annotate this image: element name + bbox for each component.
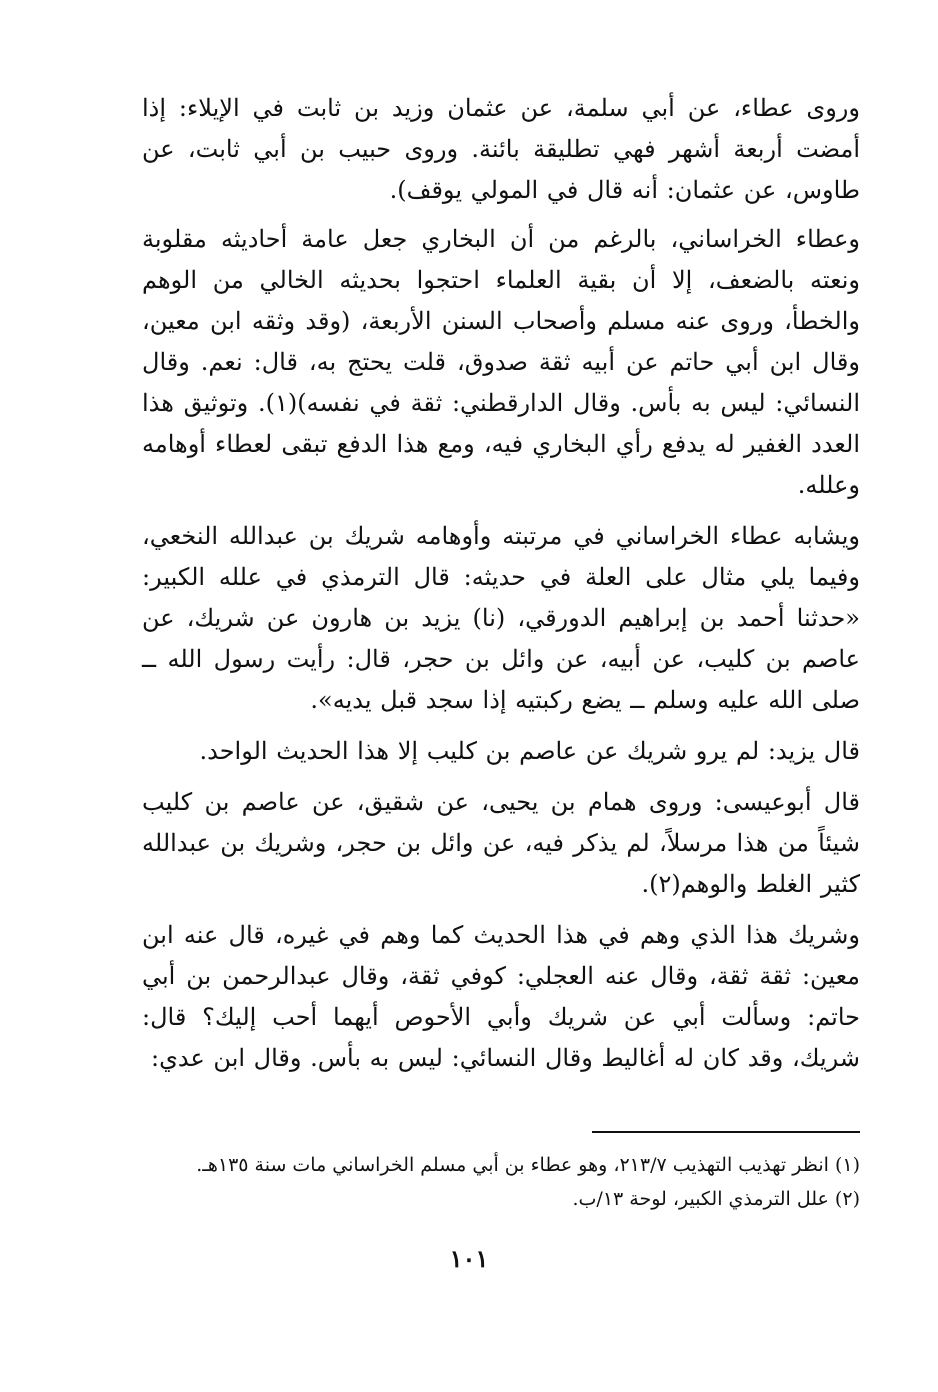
paragraph-1: وروى عطاء، عن أبي سلمة، عن عثمان وزيد بن ثابت في الإيلاء: إذا أمضت أربعة أشهر فهي تطليقة بائنة. وروى حبيب بن أبي ثابت، عن طاوس، عن عثمان: أنه قال في المولي يوقف).	[142, 94, 860, 204]
footnote-divider	[592, 1131, 860, 1133]
paragraph-2: وعطاء الخراساني، بالرغم من أن البخاري جعل عامة أحاديثه مقلوبة ونعته بالضعف، إلا أن بقية العلماء احتجوا بحديثه الخالي من الوهم والخطأ، وروى عنه مسلم وأصحاب السنن الأربعة، (وقد وثقه ابن معين، وقال ابن أبي حاتم عن أبيه ثقة صدوق، قلت يحتج به، قال: نعم. وقال النسائي: ليس به بأس. وقال الدارقطني: ثقة في نفسه)(١). وتوثيق هذا العدد الغفير له يدفع رأي البخاري فيه، ومع هذا الدفع تبقى لعطاء أوهامه وعلله.	[142, 225, 860, 499]
paragraph-4: قال يزيد: لم يرو شريك عن عاصم بن كليب إلا هذا الحديث الواحد.	[199, 737, 860, 765]
paragraph-6: وشريك هذا الذي وهم في هذا الحديث كما وهم في غيره، قال عنه ابن معين: ثقة ثقة، وقال عنه العجلي: كوفي ثقة، وقال عبدالرحمن بن أبي حاتم: وسألت أبي عن شريك وأبي الأحوص أيهما أحب إليك؟ قال: شريك، وقد كان له أغاليط وقال النسائي: ليس به بأس. وقال ابن عدي:	[142, 921, 860, 1072]
paragraph-5: قال أبوعيسى: وروى همام بن يحيى، عن شقيق، عن عاصم بن كليب شيئاً من هذا مرسلاً، لم يذكر فيه، عن وائل بن حجر، وشريك بن عبدالله كثير الغلط والوهم(٢).	[142, 788, 860, 898]
footnote-1: (١) انظر تهذيب التهذيب ٢١٣/٧، وهو عطاء بن أبي مسلم الخراساني مات سنة ١٣٥هـ.	[196, 1154, 860, 1176]
footnotes	[142, 1148, 860, 1216]
paragraph-3: ويشابه عطاء الخراساني في مرتبته وأوهامه شريك بن عبدالله النخعي، وفيما يلي مثال على العلة في حديثه: قال الترمذي في علله الكبير: «حدثنا أحمد بن إبراهيم الدورقي، (نا) يزيد بن هارون عن شريك، عن عاصم بن كليب، عن أبيه، عن وائل بن حجر، قال: رأيت رسول الله ــ صلى الله عليه وسلم ــ يضع ركبتيه إذا سجد قبل يديه».	[142, 522, 860, 714]
page-number: ١٠١	[449, 1244, 489, 1273]
body-text	[142, 88, 860, 1089]
footnote-2: (٢) علل الترمذي الكبير، لوحة ١٣/ب.	[572, 1188, 860, 1210]
